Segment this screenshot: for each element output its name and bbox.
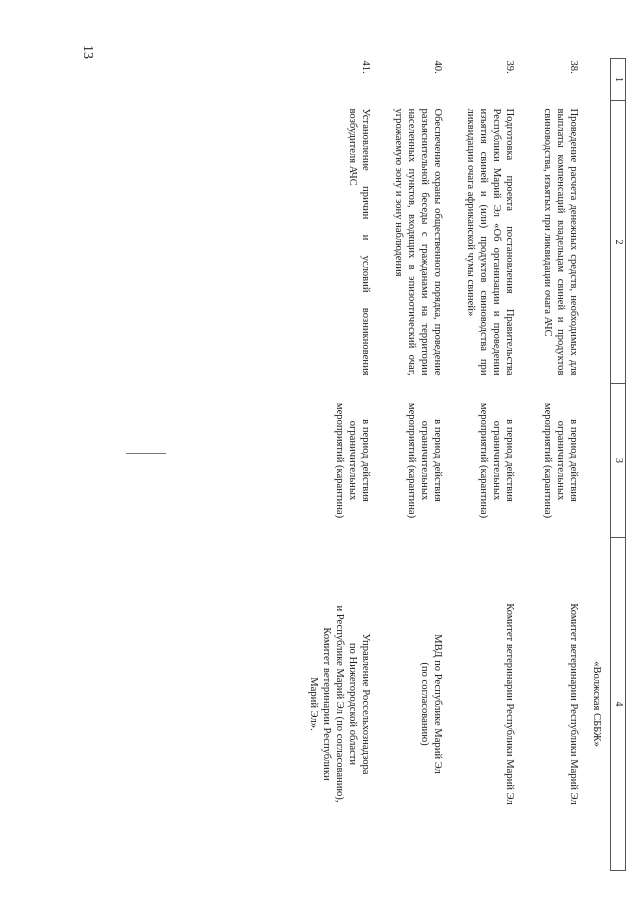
- table-row: [301, 59, 377, 871]
- row-executor: Комитет ветеринарии Республики Марий Эл: [568, 603, 580, 805]
- measures-table: [301, 58, 626, 871]
- row-number: 39.: [504, 60, 516, 74]
- row-period: в период действия ограничительных мероприятий (карантина): [542, 402, 580, 519]
- rotated-document: [106, 58, 626, 870]
- row-executor: Управление Россельхознадзора по Нижегородской области и Республике Марий Эл (по согласованию), Комитет ветеринарии Республики Марий Эл».: [308, 605, 372, 803]
- header-col-1: 1: [611, 59, 626, 101]
- row-description: Установление причин и условий возникновения возбудителя АЧС: [347, 108, 372, 376]
- row-executor: Комитет ветеринарии Республики Марий Эл: [504, 603, 516, 805]
- row-description: Обеспечение охраны общественного порядка, проведение разъяснительной беседы с гражданами на территории населенных пунктов, входящих в эпизоотический очаг, угрожаемую зону и зону наблюдения: [393, 108, 444, 376]
- row-period: в период действия ограничительных мероприятий (карантина): [406, 402, 444, 519]
- subheader-executor: «Волжская СББЖ»: [591, 661, 602, 747]
- header-col-2: 2: [611, 101, 626, 384]
- row-number: 41.: [360, 60, 372, 74]
- table-row: [521, 59, 585, 871]
- row-number: 38.: [568, 60, 580, 74]
- row-period: в период действия ограничительных мероприятий (карантина): [478, 402, 516, 519]
- row-period: в период действия ограничительных мероприятий (карантина): [334, 402, 372, 519]
- table-row: [377, 59, 449, 871]
- row-executor: МВД по Республике Марий Эл (по согласованию): [419, 634, 444, 774]
- row-description: Подготовка проекта постановления Правительства Республики Марий Эл «Об организации и проведении изъятия свиней и (или) продуктов свиноводства при ликвидации очага африканской чумы свиней»: [465, 108, 516, 376]
- row-number: 40.: [432, 60, 444, 74]
- header-col-4: 4: [611, 538, 626, 871]
- header-row: [611, 59, 626, 871]
- header-col-3: 3: [611, 384, 626, 538]
- row-description: Проведение расчета денежных средств, необходимых для выплаты компенсаций владельцам свиней и продуктов свиноводства, изъятых при ликвидации очага АЧС: [542, 108, 580, 376]
- table-row: [449, 59, 521, 871]
- subheader-row: [585, 59, 610, 871]
- page-number: 13: [80, 45, 95, 59]
- end-rule: [126, 453, 166, 454]
